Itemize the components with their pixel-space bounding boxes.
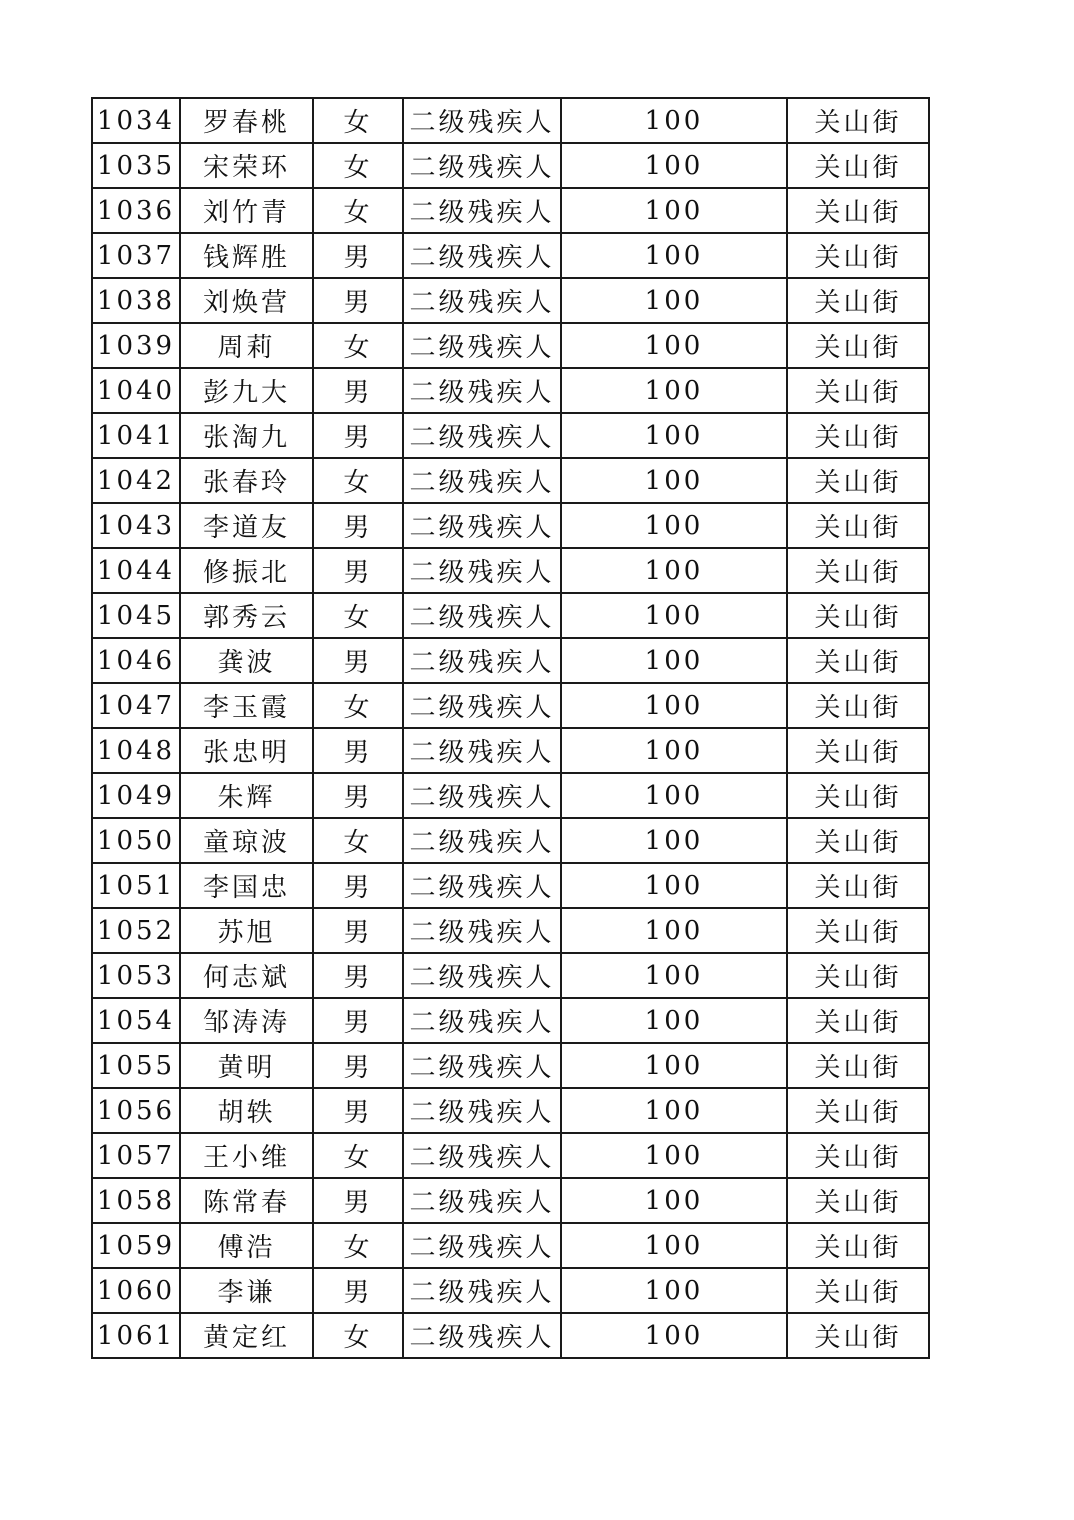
amount-cell: 100 [561, 908, 787, 953]
gender-cell: 男 [313, 773, 403, 818]
street-cell: 关山街 [787, 233, 929, 278]
amount-cell: 100 [561, 1043, 787, 1088]
name-cell: 胡轶 [180, 1088, 313, 1133]
name-cell: 邹涛涛 [180, 998, 313, 1043]
name-cell: 张忠明 [180, 728, 313, 773]
table-row [92, 818, 929, 863]
amount-cell: 100 [561, 548, 787, 593]
street-cell: 关山街 [787, 548, 929, 593]
amount-cell: 100 [561, 1088, 787, 1133]
street-cell: 关山街 [787, 503, 929, 548]
serial-number-cell: 1053 [92, 953, 180, 998]
disability-category-cell: 二级残疾人 [403, 1223, 561, 1268]
name-cell: 刘焕营 [180, 278, 313, 323]
serial-number-cell: 1049 [92, 773, 180, 818]
table-row [92, 1088, 929, 1133]
table-row [92, 548, 929, 593]
table-row [92, 1268, 929, 1313]
name-cell: 傅浩 [180, 1223, 313, 1268]
disability-category-cell: 二级残疾人 [403, 1088, 561, 1133]
name-cell: 李谦 [180, 1268, 313, 1313]
table-row [92, 863, 929, 908]
amount-cell: 100 [561, 1313, 787, 1358]
serial-number-cell: 1059 [92, 1223, 180, 1268]
disability-category-cell: 二级残疾人 [403, 1313, 561, 1358]
amount-cell: 100 [561, 188, 787, 233]
table-row [92, 503, 929, 548]
street-cell: 关山街 [787, 1088, 929, 1133]
serial-number-cell: 1055 [92, 1043, 180, 1088]
amount-cell: 100 [561, 98, 787, 143]
table-row [92, 728, 929, 773]
table-row [92, 1313, 929, 1358]
disability-category-cell: 二级残疾人 [403, 593, 561, 638]
disability-category-cell: 二级残疾人 [403, 368, 561, 413]
name-cell: 朱辉 [180, 773, 313, 818]
disability-category-cell: 二级残疾人 [403, 728, 561, 773]
gender-cell: 男 [313, 278, 403, 323]
disability-category-cell: 二级残疾人 [403, 638, 561, 683]
gender-cell: 男 [313, 1043, 403, 1088]
table-row [92, 773, 929, 818]
gender-cell: 男 [313, 368, 403, 413]
name-cell: 黄定红 [180, 1313, 313, 1358]
serial-number-cell: 1034 [92, 98, 180, 143]
name-cell: 李玉霞 [180, 683, 313, 728]
street-cell: 关山街 [787, 98, 929, 143]
serial-number-cell: 1045 [92, 593, 180, 638]
serial-number-cell: 1050 [92, 818, 180, 863]
gender-cell: 男 [313, 548, 403, 593]
table-row [92, 638, 929, 683]
disability-category-cell: 二级残疾人 [403, 998, 561, 1043]
name-cell: 李道友 [180, 503, 313, 548]
table-row [92, 1133, 929, 1178]
disability-category-cell: 二级残疾人 [403, 458, 561, 503]
serial-number-cell: 1061 [92, 1313, 180, 1358]
serial-number-cell: 1035 [92, 143, 180, 188]
disability-category-cell: 二级残疾人 [403, 1178, 561, 1223]
serial-number-cell: 1039 [92, 323, 180, 368]
amount-cell: 100 [561, 638, 787, 683]
street-cell: 关山街 [787, 908, 929, 953]
table-row [92, 1178, 929, 1223]
street-cell: 关山街 [787, 458, 929, 503]
serial-number-cell: 1046 [92, 638, 180, 683]
amount-cell: 100 [561, 953, 787, 998]
table-row [92, 413, 929, 458]
street-cell: 关山街 [787, 143, 929, 188]
disability-category-cell: 二级残疾人 [403, 278, 561, 323]
street-cell: 关山街 [787, 1133, 929, 1178]
name-cell: 刘竹青 [180, 188, 313, 233]
gender-cell: 男 [313, 1088, 403, 1133]
serial-number-cell: 1051 [92, 863, 180, 908]
name-cell: 钱辉胜 [180, 233, 313, 278]
serial-number-cell: 1036 [92, 188, 180, 233]
street-cell: 关山街 [787, 323, 929, 368]
table-row [92, 278, 929, 323]
name-cell: 张淘九 [180, 413, 313, 458]
street-cell: 关山街 [787, 1043, 929, 1088]
table-row [92, 908, 929, 953]
name-cell: 宋荣环 [180, 143, 313, 188]
gender-cell: 女 [313, 188, 403, 233]
disability-category-cell: 二级残疾人 [403, 188, 561, 233]
amount-cell: 100 [561, 413, 787, 458]
amount-cell: 100 [561, 233, 787, 278]
name-cell: 黄明 [180, 1043, 313, 1088]
disability-category-cell: 二级残疾人 [403, 818, 561, 863]
roster-table [91, 97, 930, 1359]
name-cell: 罗春桃 [180, 98, 313, 143]
disability-category-cell: 二级残疾人 [403, 863, 561, 908]
street-cell: 关山街 [787, 683, 929, 728]
disability-category-cell: 二级残疾人 [403, 413, 561, 458]
gender-cell: 男 [313, 953, 403, 998]
serial-number-cell: 1047 [92, 683, 180, 728]
name-cell: 苏旭 [180, 908, 313, 953]
gender-cell: 男 [313, 638, 403, 683]
name-cell: 李国忠 [180, 863, 313, 908]
serial-number-cell: 1044 [92, 548, 180, 593]
amount-cell: 100 [561, 773, 787, 818]
serial-number-cell: 1040 [92, 368, 180, 413]
disability-category-cell: 二级残疾人 [403, 503, 561, 548]
serial-number-cell: 1038 [92, 278, 180, 323]
table-row [92, 323, 929, 368]
roster-table-body [92, 98, 929, 1358]
amount-cell: 100 [561, 683, 787, 728]
street-cell: 关山街 [787, 1313, 929, 1358]
serial-number-cell: 1060 [92, 1268, 180, 1313]
amount-cell: 100 [561, 818, 787, 863]
amount-cell: 100 [561, 458, 787, 503]
disability-category-cell: 二级残疾人 [403, 233, 561, 278]
street-cell: 关山街 [787, 413, 929, 458]
disability-category-cell: 二级残疾人 [403, 908, 561, 953]
name-cell: 何志斌 [180, 953, 313, 998]
table-row [92, 143, 929, 188]
street-cell: 关山街 [787, 728, 929, 773]
amount-cell: 100 [561, 1223, 787, 1268]
table-row [92, 188, 929, 233]
serial-number-cell: 1043 [92, 503, 180, 548]
amount-cell: 100 [561, 998, 787, 1043]
gender-cell: 女 [313, 818, 403, 863]
amount-cell: 100 [561, 278, 787, 323]
name-cell: 修振北 [180, 548, 313, 593]
table-row [92, 1043, 929, 1088]
table-row [92, 233, 929, 278]
table-row [92, 368, 929, 413]
name-cell: 郭秀云 [180, 593, 313, 638]
serial-number-cell: 1048 [92, 728, 180, 773]
gender-cell: 女 [313, 1223, 403, 1268]
gender-cell: 女 [313, 1133, 403, 1178]
name-cell: 童琼波 [180, 818, 313, 863]
serial-number-cell: 1042 [92, 458, 180, 503]
gender-cell: 男 [313, 1178, 403, 1223]
street-cell: 关山街 [787, 1223, 929, 1268]
disability-category-cell: 二级残疾人 [403, 143, 561, 188]
amount-cell: 100 [561, 503, 787, 548]
street-cell: 关山街 [787, 368, 929, 413]
disability-category-cell: 二级残疾人 [403, 98, 561, 143]
table-row [92, 683, 929, 728]
disability-category-cell: 二级残疾人 [403, 1268, 561, 1313]
table-row [92, 458, 929, 503]
gender-cell: 男 [313, 998, 403, 1043]
street-cell: 关山街 [787, 863, 929, 908]
disability-category-cell: 二级残疾人 [403, 953, 561, 998]
serial-number-cell: 1052 [92, 908, 180, 953]
disability-category-cell: 二级残疾人 [403, 548, 561, 593]
amount-cell: 100 [561, 863, 787, 908]
serial-number-cell: 1058 [92, 1178, 180, 1223]
serial-number-cell: 1054 [92, 998, 180, 1043]
disability-category-cell: 二级残疾人 [403, 1133, 561, 1178]
street-cell: 关山街 [787, 1268, 929, 1313]
gender-cell: 男 [313, 728, 403, 773]
table-row [92, 1223, 929, 1268]
street-cell: 关山街 [787, 1178, 929, 1223]
table-row [92, 593, 929, 638]
gender-cell: 女 [313, 143, 403, 188]
street-cell: 关山街 [787, 593, 929, 638]
street-cell: 关山街 [787, 773, 929, 818]
disability-category-cell: 二级残疾人 [403, 773, 561, 818]
name-cell: 龚波 [180, 638, 313, 683]
gender-cell: 男 [313, 503, 403, 548]
gender-cell: 男 [313, 863, 403, 908]
amount-cell: 100 [561, 593, 787, 638]
disability-category-cell: 二级残疾人 [403, 323, 561, 368]
serial-number-cell: 1037 [92, 233, 180, 278]
amount-cell: 100 [561, 1268, 787, 1313]
gender-cell: 女 [313, 593, 403, 638]
street-cell: 关山街 [787, 998, 929, 1043]
table-row [92, 998, 929, 1043]
gender-cell: 女 [313, 98, 403, 143]
amount-cell: 100 [561, 323, 787, 368]
name-cell: 陈常春 [180, 1178, 313, 1223]
gender-cell: 女 [313, 683, 403, 728]
table-row [92, 98, 929, 143]
street-cell: 关山街 [787, 188, 929, 233]
name-cell: 张春玲 [180, 458, 313, 503]
table-row [92, 953, 929, 998]
name-cell: 王小维 [180, 1133, 313, 1178]
serial-number-cell: 1041 [92, 413, 180, 458]
amount-cell: 100 [561, 728, 787, 773]
street-cell: 关山街 [787, 278, 929, 323]
street-cell: 关山街 [787, 818, 929, 863]
gender-cell: 男 [313, 413, 403, 458]
disability-category-cell: 二级残疾人 [403, 1043, 561, 1088]
street-cell: 关山街 [787, 638, 929, 683]
amount-cell: 100 [561, 1178, 787, 1223]
street-cell: 关山街 [787, 953, 929, 998]
name-cell: 周莉 [180, 323, 313, 368]
name-cell: 彭九大 [180, 368, 313, 413]
amount-cell: 100 [561, 143, 787, 188]
serial-number-cell: 1056 [92, 1088, 180, 1133]
amount-cell: 100 [561, 368, 787, 413]
gender-cell: 女 [313, 1313, 403, 1358]
gender-cell: 女 [313, 323, 403, 368]
gender-cell: 女 [313, 458, 403, 503]
disability-category-cell: 二级残疾人 [403, 683, 561, 728]
gender-cell: 男 [313, 233, 403, 278]
serial-number-cell: 1057 [92, 1133, 180, 1178]
amount-cell: 100 [561, 1133, 787, 1178]
gender-cell: 男 [313, 908, 403, 953]
gender-cell: 男 [313, 1268, 403, 1313]
document-page [91, 97, 930, 1359]
